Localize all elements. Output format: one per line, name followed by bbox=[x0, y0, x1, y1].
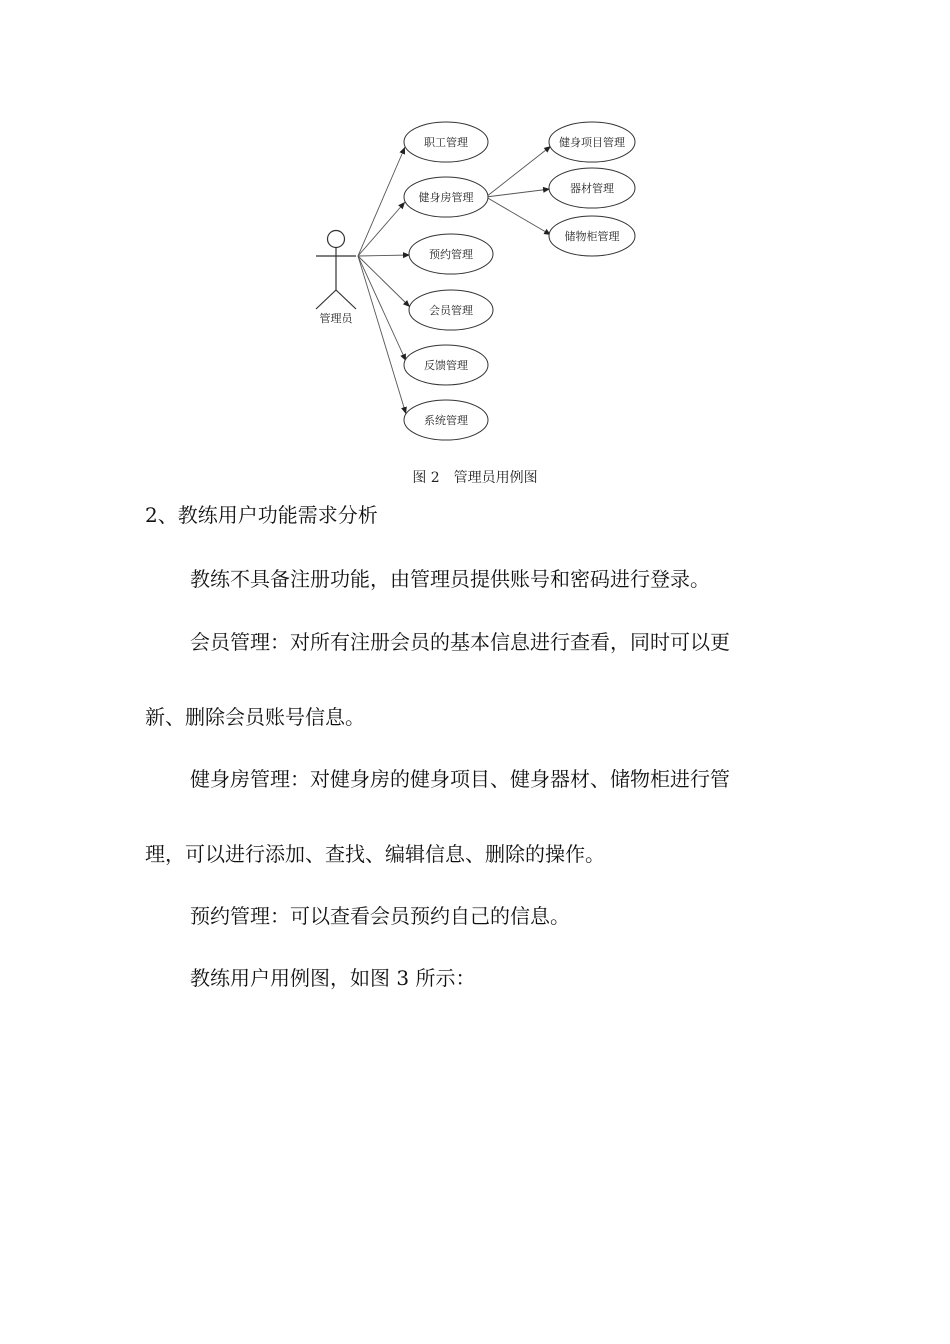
paragraph-member-line2: 新、删除会员账号信息。 bbox=[145, 705, 365, 729]
actor-admin bbox=[316, 231, 356, 310]
paragraph-booking: 预约管理：可以查看会员预约自己的信息。 bbox=[190, 904, 570, 928]
usecase-label-booking: 预约管理 bbox=[429, 248, 473, 261]
section-heading: 2、教练用户功能需求分析 bbox=[145, 503, 378, 527]
association-equipment bbox=[486, 189, 550, 197]
association-project bbox=[486, 146, 551, 197]
paragraph-figure-ref: 教练用户用例图，如图 3 所示： bbox=[190, 966, 476, 990]
paragraph-gym-line2: 理，可以进行添加、查找、编辑信息、删除的操作。 bbox=[145, 842, 605, 866]
actor-label: 管理员 bbox=[319, 312, 353, 325]
figure-caption: 图 2 管理员用例图 bbox=[412, 470, 538, 486]
usecase-label-system: 系统管理 bbox=[424, 414, 468, 427]
paragraph-member-line1: 会员管理：对所有注册会员的基本信息进行查看，同时可以更 bbox=[190, 630, 730, 654]
association-booking bbox=[358, 255, 410, 256]
usecase-label-gym: 健身房管理 bbox=[418, 191, 474, 204]
actor-head bbox=[328, 231, 345, 248]
actor-right-leg bbox=[336, 290, 356, 309]
actor-left-leg bbox=[316, 290, 336, 309]
association-staff bbox=[358, 147, 405, 256]
association-locker bbox=[486, 197, 551, 235]
association-feedback bbox=[358, 256, 406, 361]
usecase-label-project: 健身项目管理 bbox=[559, 136, 625, 149]
association-gym bbox=[358, 202, 405, 256]
usecase-label-locker: 储物柜管理 bbox=[564, 230, 620, 243]
admin-use-case-diagram bbox=[0, 0, 950, 470]
paragraph-login: 教练不具备注册功能，由管理员提供账号和密码进行登录。 bbox=[190, 567, 710, 591]
usecase-label-staff: 职工管理 bbox=[424, 136, 468, 149]
usecase-label-feedback: 反馈管理 bbox=[424, 359, 468, 372]
usecase-label-equipment: 器材管理 bbox=[570, 182, 614, 195]
paragraph-gym-line1: 健身房管理：对健身房的健身项目、健身器材、储物柜进行管 bbox=[190, 767, 730, 791]
usecase-label-member: 会员管理 bbox=[429, 304, 473, 317]
